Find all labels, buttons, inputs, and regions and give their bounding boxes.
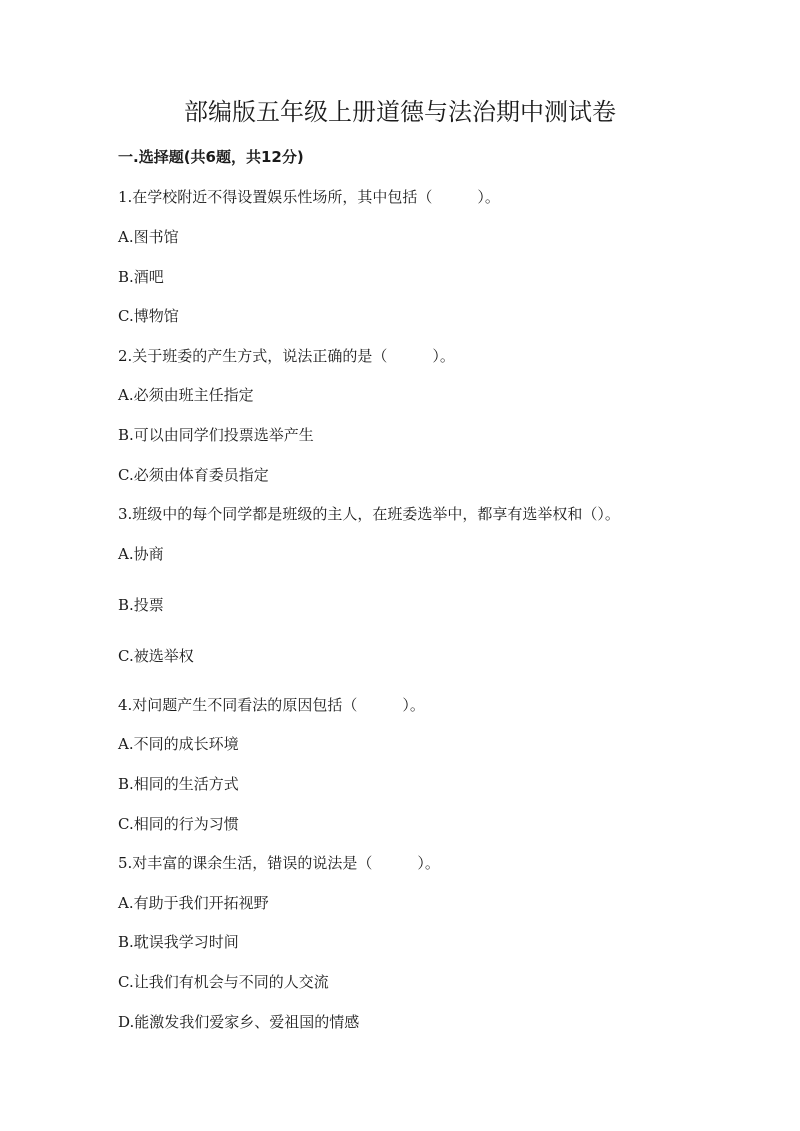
page-title: 部编版五年级上册道德与法治期中测试卷	[184, 98, 616, 126]
question-3-option-a: A.协商	[118, 545, 164, 563]
question-4-option-c: C.相同的行为习惯	[118, 815, 239, 833]
question-3-option-b: B.投票	[118, 596, 164, 614]
question-5-option-d: D.能激发我们爱家乡、爱祖国的情感	[118, 1013, 360, 1031]
question-5-option-a: A.有助于我们开拓视野	[118, 894, 269, 912]
question-1-stem: 1.在学校附近不得设置娱乐性场所，其中包括（ ）。	[118, 188, 500, 206]
question-4-option-a: A.不同的成长环境	[118, 735, 239, 753]
question-3-stem: 3.班级中的每个同学都是班级的主人，在班委选举中，都享有选举权和（）。	[118, 505, 620, 523]
question-2-option-c: C.必须由体育委员指定	[118, 466, 269, 484]
question-1-option-b: B.酒吧	[118, 268, 164, 286]
section-heading: 一.选择题(共6题，共12分)	[118, 148, 304, 166]
question-1-option-a: A.图书馆	[118, 228, 179, 246]
question-5-option-b: B.耽误我学习时间	[118, 933, 239, 951]
question-4-stem: 4.对问题产生不同看法的原因包括（ ）。	[118, 696, 425, 714]
question-5-option-c: C.让我们有机会与不同的人交流	[118, 973, 329, 991]
question-3-option-c: C.被选举权	[118, 647, 194, 665]
question-2-stem: 2.关于班委的产生方式，说法正确的是（ ）。	[118, 347, 455, 365]
question-1-option-c: C.博物馆	[118, 307, 179, 325]
question-5-stem: 5.对丰富的课余生活，错误的说法是（ ）。	[118, 854, 440, 872]
question-2-option-b: B.可以由同学们投票选举产生	[118, 426, 314, 444]
question-2-option-a: A.必须由班主任指定	[118, 386, 254, 404]
question-4-option-b: B.相同的生活方式	[118, 775, 239, 793]
